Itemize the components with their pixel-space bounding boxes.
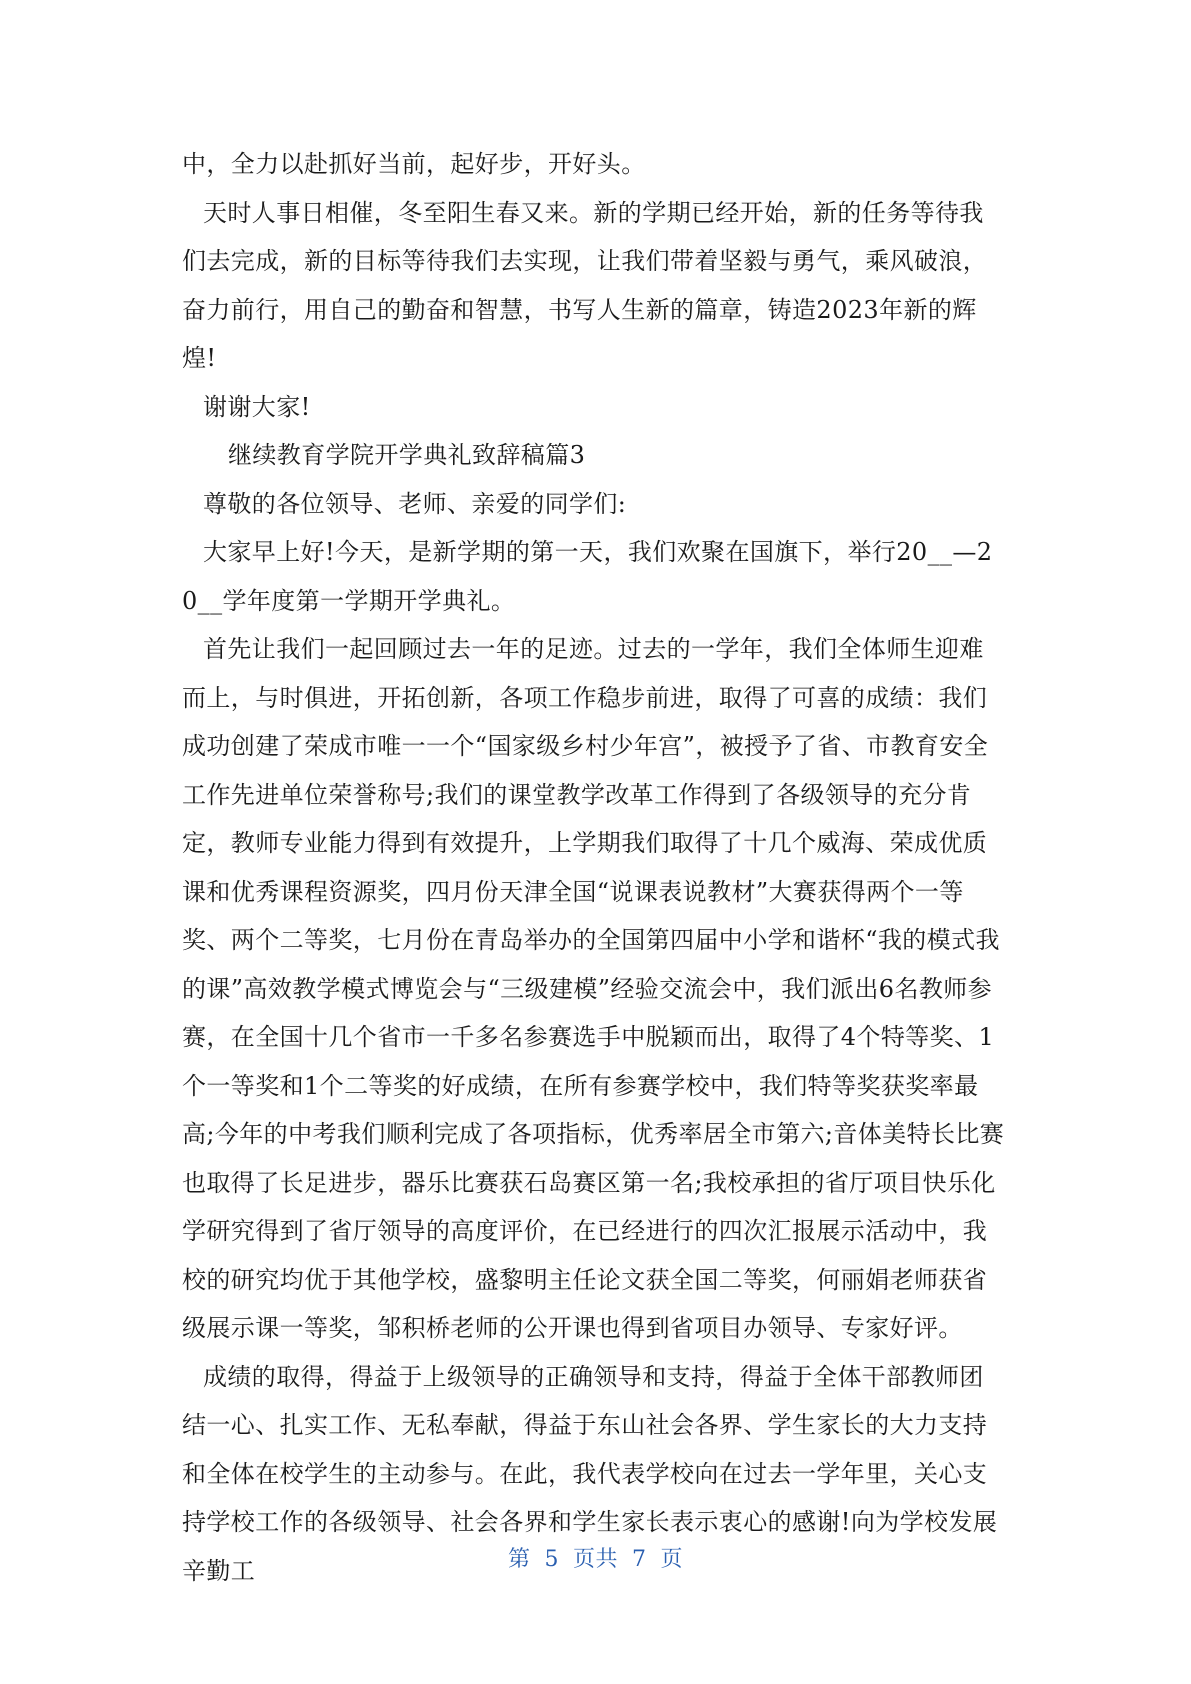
page-footer: [0, 1542, 1191, 1573]
paragraph-salutation: 尊敬的各位领导、老师、亲爱的同学们:: [203, 489, 627, 518]
document-body: [182, 140, 1008, 1595]
paragraph-3: 谢谢大家!: [203, 392, 311, 421]
footer-prefix: 第: [507, 1547, 531, 1572]
paragraph-review: 首先让我们一起回顾过去一年的足迹。过去的一学年，我们全体师生迎难而上，与时俱进，开拓创新，各项工作稳步前进，取得了可喜的成绩：我们成功创建了荣成市唯一一个“国家级乡村少年宫”，被授予了省、市教育安全工作先进单位荣誉称号;我们的课堂教学改革工作得到了各级领导的充分肯定，教师专业能力得到有效提升，上学期我们取得了十几个威海、荣成优质课和优秀课程资源奖，四月份天津全国“说课表说教材”大赛获得两个一等奖、两个二等奖，七月份在青岛举办的全国第四届中小学和谐杯“我的模式我的课”高效教学模式博览会与“三级建模”经验交流会中，我们派出6名教师参赛，在全国十几个省市一千多名参赛选手中脱颖而出，取得了4个特等奖、1个一等奖和1个二等奖的好成绩，在所有参赛学校中，我们特等奖获奖率最高;今年的中考我们顺利完成了各项指标，优秀率居全市第六;音体美特长比赛也取得了长足进步，器乐比赛获石岛赛区第一名;我校承担的省厅项目快乐化学研究得到了省厅领导的高度评价，在已经进行的四次汇报展示活动中，我校的研究均优于其他学校，盛黎明主任论文获全国二等奖，何丽娟老师获省级展示课一等奖，邹积桥老师的公开课也得到省项目办领导、专家好评。: [182, 635, 1005, 1342]
section-title: 继续教育学院开学典礼致辞稿篇3: [228, 441, 586, 469]
paragraph-greeting: 大家早上好!今天，是新学期的第一天，我们欢聚在国旗下，举行20__—20__学年度第一学期开学典礼。: [182, 538, 993, 615]
paragraph-2: 天时人事日相催，冬至阳生春又来。新的学期已经开始，新的任务等待我们去完成，新的目标等待我们去实现，让我们带着坚毅与勇气，乘风破浪，奋力前行，用自己的勤奋和智慧，书写人生新的篇章，铸造2023年新的辉煌!: [182, 198, 988, 372]
footer-middle: 页共: [572, 1547, 618, 1572]
footer-suffix: 页: [660, 1547, 684, 1572]
footer-current-page: 5: [544, 1547, 559, 1572]
paragraph-thanks: 成绩的取得，得益于上级领导的正确领导和支持，得益于全体干部教师团结一心、扎实工作、无私奉献，得益于东山社会各界、学生家长的大力支持和全体在校学生的主动参与。在此，我代表学校向在过去一学年里，关心支持学校工作的各级领导、社会各界和学生家长表示衷心的感谢!向为学校发展辛勤工: [182, 1362, 998, 1585]
paragraph-1: 中，全力以赴抓好当前，起好步，开好头。: [182, 150, 646, 178]
footer-total-pages: 7: [632, 1547, 647, 1572]
